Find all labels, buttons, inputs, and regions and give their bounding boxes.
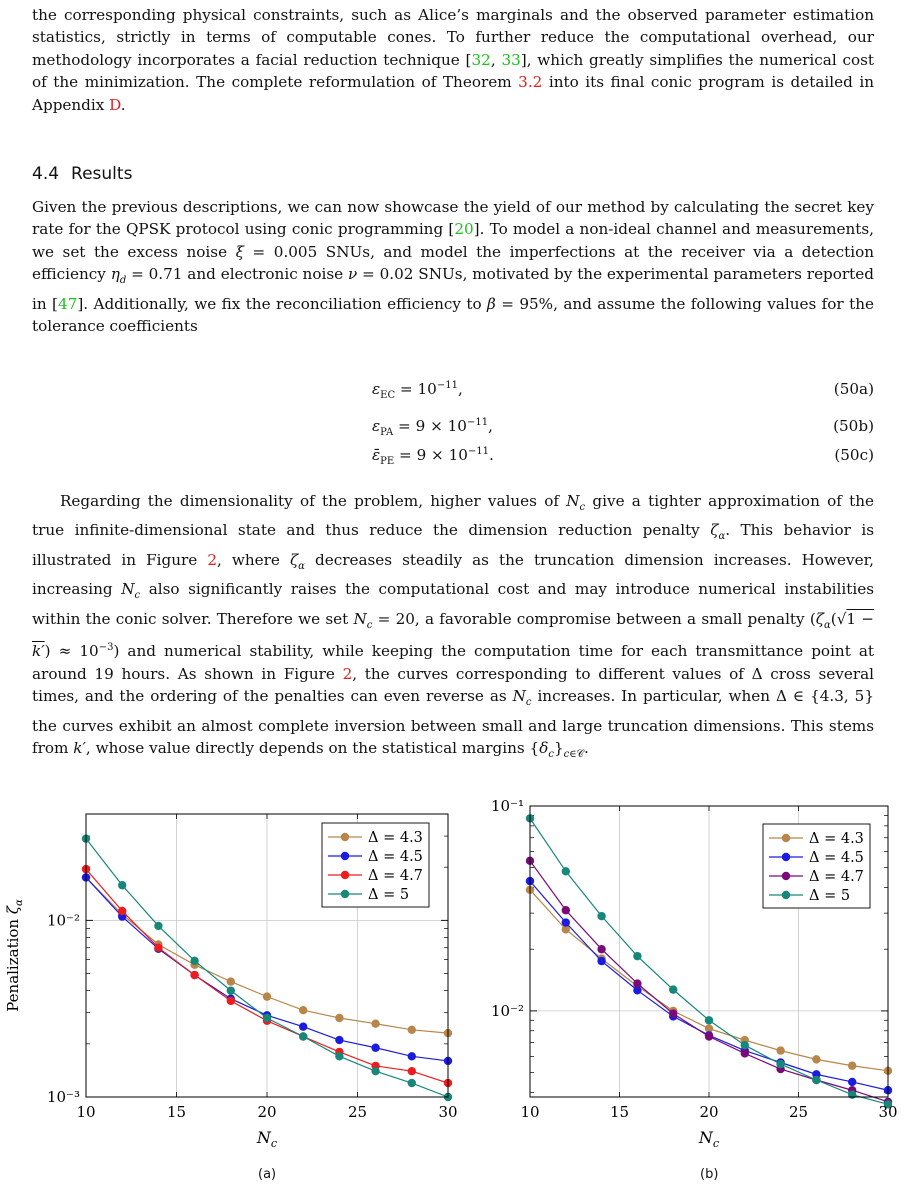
- chart-a-legend-marker: [341, 852, 349, 860]
- equation-50b: $\varepsilon_{PA} = 9 \times 10^{-11}$,: [372, 417, 493, 439]
- chart-a-y-axis-label: Penalization $\zeta_\alpha$: [4, 899, 25, 1012]
- chart-b-point: [741, 1041, 749, 1049]
- chart-b-point: [812, 1055, 820, 1063]
- chart-a-legend: [322, 823, 429, 907]
- chart-b-point: [597, 945, 605, 953]
- theorem-link[interactable]: 3.2: [518, 73, 543, 92]
- chart-b-point: [741, 1049, 749, 1057]
- chart-b-point: [633, 979, 641, 987]
- chart-a-point: [408, 1026, 416, 1034]
- chart-b-x-tick-label: 20: [699, 1103, 719, 1121]
- chart-b-point: [669, 985, 677, 993]
- chart-a-point: [227, 986, 235, 994]
- citation-32[interactable]: 32: [471, 50, 491, 69]
- chart-a-legend-entry: Δ = 5: [368, 887, 410, 903]
- chart-a-point: [408, 1067, 416, 1075]
- chart-b-legend-marker: [782, 891, 790, 899]
- chart-a-point: [335, 1036, 343, 1044]
- chart-b-point: [562, 867, 570, 875]
- chart-b-legend-entry: Δ = 4.7: [809, 869, 864, 885]
- chart-a-x-tick-label: 25: [347, 1103, 368, 1121]
- appendix-link[interactable]: D: [109, 95, 121, 114]
- chart-b-point: [848, 1090, 856, 1098]
- equation-tag-50a: (50a): [833, 380, 874, 398]
- chart-b-point: [633, 952, 641, 960]
- equation-50a: $\varepsilon_{EC} = 10^{-11}$,: [372, 380, 463, 402]
- section-number: 4.4: [32, 164, 60, 184]
- chart-b-legend-entry: Δ = 5: [809, 888, 851, 904]
- chart-a-legend-marker: [341, 833, 349, 841]
- equation-50c: $\varepsilon̄_{PE} = 9 \times 10^{-11}$.: [372, 446, 494, 468]
- chart-b-legend-entry: Δ = 4.3: [809, 831, 864, 847]
- chart-b-point: [848, 1062, 856, 1070]
- citation-47[interactable]: 47: [57, 294, 78, 313]
- chart-a-point: [299, 1006, 307, 1014]
- chart-a-point: [371, 1067, 379, 1075]
- chart-b-legend-marker: [782, 834, 790, 842]
- chart-b-y-tick-label: 10⁻¹: [490, 800, 524, 815]
- chart-b-y-tick-label: 10⁻²: [490, 1001, 524, 1020]
- chart-a-point: [154, 922, 162, 930]
- chart-b-point: [776, 1046, 784, 1054]
- chart-a-point: [118, 881, 126, 889]
- chart-a: [0, 800, 460, 1170]
- intro-text-1: the corresponding physical constraints, such as Alice’s marginals and the observed parameter estimation statistics, strictly in terms of computable cones. To further reduce the computational overhead, our methodology incorporates a facial reduction technique [: [32, 6, 874, 69]
- chart-b-legend-entry: Δ = 4.5: [809, 850, 864, 866]
- chart-a-point: [227, 997, 235, 1005]
- equation-tag-50b: (50b): [833, 417, 874, 435]
- chart-b-x-axis-label: $N_c$: [698, 1128, 720, 1150]
- chart-b-point: [669, 1009, 677, 1017]
- chart-a-y-tick-label: 10⁻²: [46, 911, 80, 930]
- chart-a-point: [263, 1014, 271, 1022]
- chart-a-point: [408, 1052, 416, 1060]
- equation-tag-50c: (50c): [834, 446, 874, 464]
- chart-b-point: [812, 1076, 820, 1084]
- figure-2-link-b[interactable]: 2: [342, 664, 353, 683]
- chart-a-point: [154, 944, 162, 952]
- chart-a-point: [118, 907, 126, 915]
- figure-2-link[interactable]: 2: [207, 550, 217, 569]
- chart-b-x-tick-label: 30: [878, 1103, 898, 1121]
- chart-b-legend-marker: [782, 872, 790, 880]
- chart-b-point: [848, 1078, 856, 1086]
- chart-a-x-axis-label: $N_c$: [256, 1128, 278, 1150]
- chart-a-point: [190, 957, 198, 965]
- paragraph-intro: the corresponding physical constraints, such as Alice’s marginals and the observed parameter estimation statistics, strictly in terms of computable cones. To further reduce the computational overhead, our methodology incorporates a facial reduction technique [32, 33], which greatly simplifies the numerical cost of the minimization. The complete reformulation of Theorem 3.2 into its final conic program is detailed in Appendix D.: [32, 6, 875, 114]
- paragraph-results: Given the previous descriptions, we can now showcase the yield of our method by calculating the secret key rate for the QPSK protocol using conic programming [20]. To model a non-ideal channel and measurements, we set the excess noise ξ = 0.005 SNUs, and model the imperfections at the receiver via a detection efficiency $\eta_d = 0.71$ and electronic noise ν = 0.02 SNUs, motivated by the experimental parameters reported in [47]. Additionally, we fix the reconciliation efficiency to β = 95%, and assume the following values for the tolerance coefficients: [32, 198, 874, 336]
- chart-a-x-tick-label: 20: [257, 1103, 277, 1121]
- intro-text-2: ], which greatly simplifies the numerical cost of the minimization. The complete reformulation of Theorem: [32, 50, 875, 92]
- chart-a-legend-marker: [341, 871, 349, 879]
- chart-a-legend-marker: [341, 890, 349, 898]
- chart-b-legend-marker: [782, 853, 790, 861]
- section-title: Results: [71, 164, 133, 184]
- chart-a-point: [190, 971, 198, 979]
- chart-b-point: [705, 1032, 713, 1040]
- chart-a-x-tick-label: 15: [166, 1103, 187, 1121]
- chart-b-point: [562, 906, 570, 914]
- chart-a-point: [371, 1019, 379, 1027]
- caption-a: (a): [258, 1167, 277, 1182]
- chart-a-point: [408, 1079, 416, 1087]
- chart-b-point: [776, 1060, 784, 1068]
- chart-a-legend-entry: Δ = 4.5: [368, 849, 423, 865]
- chart-b-point: [705, 1016, 713, 1024]
- chart-a-point: [227, 977, 235, 985]
- chart-a-y-tick-label: 10⁻³: [46, 1088, 80, 1106]
- citation-33[interactable]: 33: [501, 50, 521, 69]
- chart-a-point: [263, 992, 271, 1000]
- chart-a-point: [335, 1014, 343, 1022]
- chart-a-x-tick-label: 30: [438, 1103, 458, 1121]
- citation-20[interactable]: 20: [454, 220, 474, 239]
- chart-a-legend-entry: Δ = 4.7: [368, 868, 423, 884]
- chart-a-point: [371, 1044, 379, 1052]
- chart-b-x-tick-label: 15: [609, 1103, 630, 1121]
- chart-a-point: [335, 1052, 343, 1060]
- chart-a-point: [299, 1032, 307, 1040]
- paragraph-dimensionality: Regarding the dimensionality of the problem, higher values of $N_c$ give a tighter approximation of the true infinite-dimensional state and thus reduce the dimension reduction penalty $\zeta_\alpha$. This behavior is illustrated in Figure 2, where $\zeta_\alpha$ decreases steadily as the truncation dimension increases. However, increasing $N_c$ also significantly raises the computational cost and may introduce numerical instabilities within the conic solver. Therefore we set $N_c = 20$, a favorable compromise between a small penalty $(\zeta_\alpha(√1 - k') \approx 10^{-3})$ and numerical stability, while keeping the computation time for each transmittance point at around 19 hours. As shown in Figure 2, the curves corresponding to different values of Δ cross several times, and the ordering of the penalties can even reverse as $N_c$ increases. In particular, when Δ ∈ {4.3, 5} the curves exhibit an almost complete inversion between small and large truncation dimensions. This stems from k′, whose value directly depends on the statistical margins $\{\delta_c\}_{c\in 𝒞}$.: [32, 492, 875, 760]
- chart-b-point: [597, 912, 605, 920]
- chart-a-legend-entry: Δ = 4.3: [368, 830, 423, 846]
- chart-b-point: [562, 918, 570, 926]
- chart-b-point: [597, 957, 605, 965]
- chart-b-legend: [763, 824, 870, 908]
- caption-b: (b): [700, 1167, 719, 1182]
- chart-b: [450, 800, 905, 1170]
- chart-a-x-tick-label: 10: [76, 1103, 96, 1121]
- chart-b-x-tick-label: 10: [520, 1103, 540, 1121]
- chart-b-x-tick-label: 25: [788, 1103, 809, 1121]
- section-heading: [32, 164, 144, 184]
- chart-a-point: [299, 1023, 307, 1031]
